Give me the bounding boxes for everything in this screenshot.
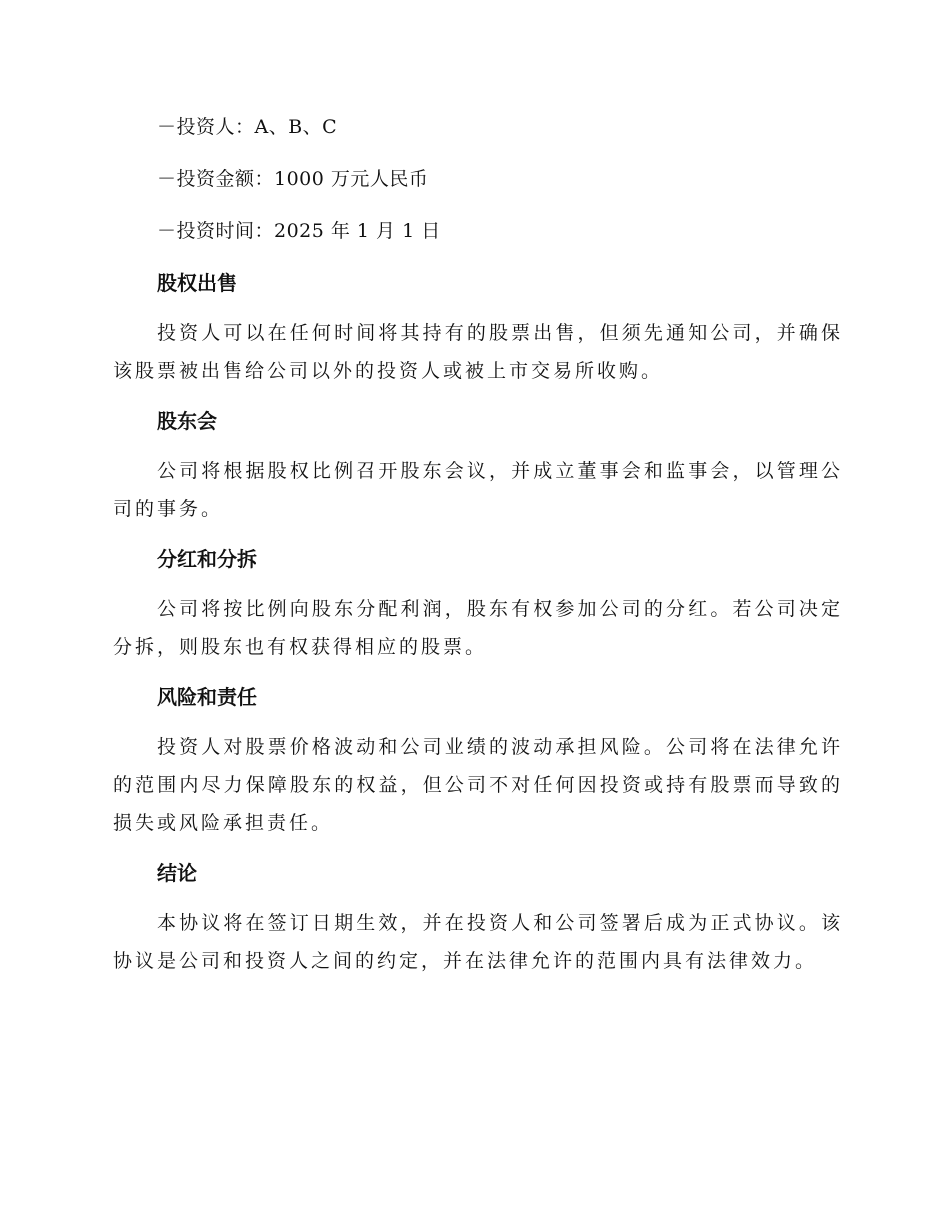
document-content [113, 108, 843, 992]
section-body-risk-liability: 投资人对股票价格波动和公司业绩的波动承担风险。公司将在法律允许的范围内尽力保障股东的权益，但公司不对任何因投资或持有股票而导致的损失或风险承担责任。 [113, 736, 843, 834]
section-heading-dividends-split: 分红和分拆 [157, 547, 257, 571]
section-body-conclusion: 本协议将在签订日期生效，并在投资人和公司签署后成为正式协议。该协议是公司和投资人之间的约定，并在法律允许的范围内具有法律效力。 [113, 912, 843, 972]
investment-date-item: －投资时间：2025 年 1 月 1 日 [157, 220, 441, 242]
section-body-shareholders-meeting: 公司将根据股权比例召开股东会议，并成立董事会和监事会，以管理公司的事务。 [113, 460, 843, 520]
investor-item: －投资人：A、B、C [157, 116, 338, 138]
section-heading-conclusion: 结论 [157, 861, 197, 885]
section-heading-shareholders-meeting: 股东会 [157, 409, 217, 433]
section-body-equity-sale: 投资人可以在任何时间将其持有的股票出售，但须先通知公司，并确保该股票被出售给公司以外的投资人或被上市交易所收购。 [113, 322, 843, 382]
section-heading-risk-liability: 风险和责任 [157, 685, 257, 709]
investment-amount-item: －投资金额：1000 万元人民币 [157, 168, 429, 190]
section-heading-equity-sale: 股权出售 [157, 271, 237, 295]
section-body-dividends-split: 公司将按比例向股东分配利润，股东有权参加公司的分红。若公司决定分拆，则股东也有权获得相应的股票。 [113, 598, 843, 658]
